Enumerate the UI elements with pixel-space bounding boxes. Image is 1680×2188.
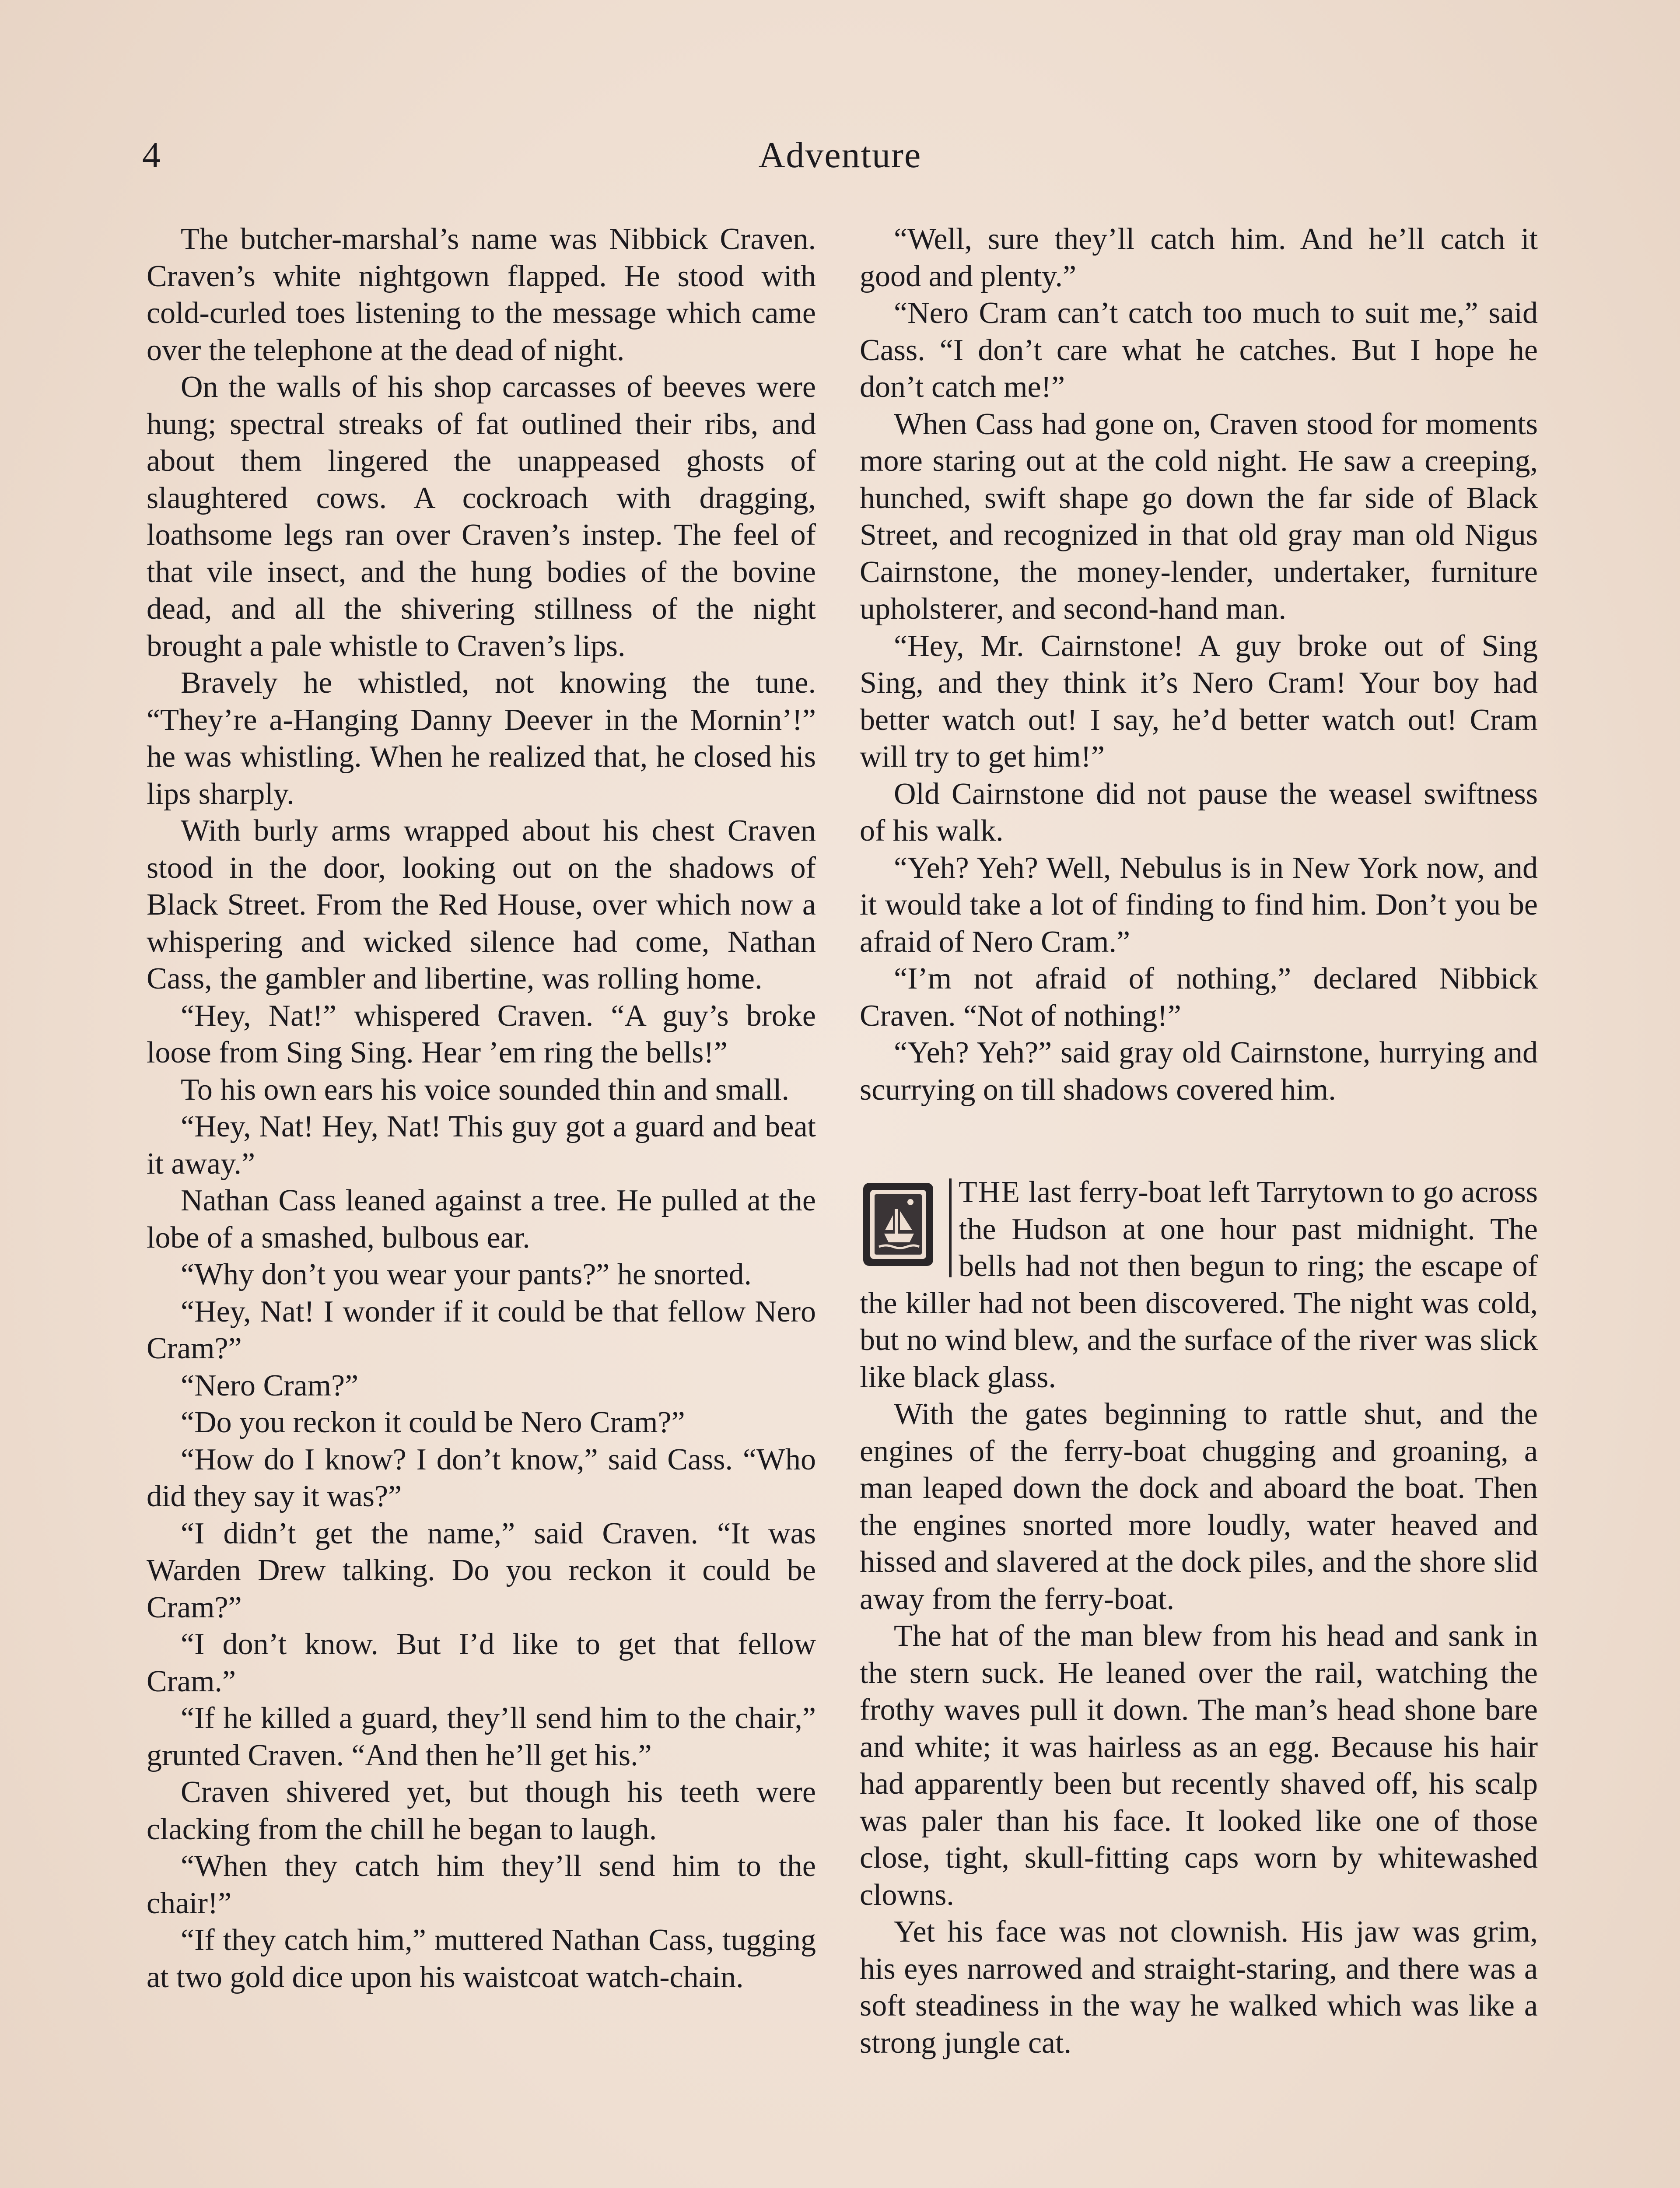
paragraph: The hat of the man blew from his head and sank in the stern suck. He leaned over the rail, watching the frothy waves pull it down. The man’s head shone bare and white; it was hairless as an egg. Because his hair had apparently been but recently shaved off, his scalp was paler than his face. It looked like one of those close, tight, skull-fitting caps worn by whitewashed clowns. <box>860 1619 1538 1912</box>
running-title: Adventure <box>758 135 922 175</box>
paragraph: “Hey, Mr. Cairnstone! A guy broke out of Sing Sing, and they think it’s Nero Cram! Your boy had better watch out! I say, he’d better watch out! Cram will try to get him!” <box>860 629 1538 774</box>
paragraph: When Cass had gone on, Craven stood for moments more staring out at the cold night. He saw a creeping, hunched, swift shape go down the far side of Black Street, and recognized in that old gray man old Nigus Cairnstone, the money-lender, undertaker, furniture upholsterer, and second-hand man. <box>860 407 1538 626</box>
paragraph: “How do I know? I don’t know,” said Cass. “Who did they say it was?” <box>147 1442 816 1513</box>
paragraph: “Hey, Nat!” whispered Craven. “A guy’s broke loose from Sing Sing. Hear ’em ring the bells!” <box>147 999 816 1069</box>
section-break <box>860 1108 1538 1174</box>
section-opening-paragraph <box>860 1174 1538 1396</box>
paragraph: Old Cairnstone did not pause the weasel swiftness of his walk. <box>860 777 1538 848</box>
paragraph: With the gates beginning to rattle shut, and the engines of the ferry-boat chugging and groaning, a man leaped down the dock and aboard the boat. Then the engines snorted more loudly, water heaved and hissed and slavered at the dock piles, and the shore slid away from the ferry-boat. <box>860 1397 1538 1616</box>
page-header <box>142 131 1538 179</box>
paragraph: Nathan Cass leaned against a tree. He pulled at the lobe of a smashed, bulbous ear. <box>147 1184 816 1255</box>
paragraph: “Yeh? Yeh?” said gray old Cairnstone, hurrying and scurrying on till shadows covered him. <box>860 1036 1538 1107</box>
paragraph: To his own ears his voice sounded thin and small. <box>181 1073 790 1107</box>
paragraph: “Hey, Nat! Hey, Nat! This guy got a guard and beat it away.” <box>147 1110 816 1181</box>
paragraph: “Nero Cram can’t catch too much to suit me,” said Cass. “I don’t care what he catches. But I hope he don’t catch me!” <box>860 296 1538 404</box>
paragraph: “Nero Cram?” <box>181 1368 359 1403</box>
paragraph: “Do you reckon it could be Nero Cram?” <box>181 1406 685 1439</box>
paragraph: “Hey, Nat! I wonder if it could be that fellow Nero Cram?” <box>147 1294 816 1365</box>
lead-text: last ferry-boat left Tarrytown to go across the Hudson at one hour past midnight. The bells had not then begun to ring; the escape of the killer had not been discovered. The night was cold, but no wind blew, and the surface of the river was slick like black glass. <box>860 1175 1538 1394</box>
paragraph: “If he killed a guard, they’ll send him to the chair,” grunted Craven. “And then he’ll get his.” <box>147 1701 816 1772</box>
paragraph: “Why don’t you wear your pants?” he snorted. <box>181 1258 752 1291</box>
paragraph: With burly arms wrapped about his chest Craven stood in the door, looking out on the shadows of Black Street. From the Red House, over which now a whispering and wicked silence had come, Nathan Cass, the gambler and libertine, was rolling home. <box>147 814 816 996</box>
paragraph: “Well, sure they’ll catch him. And he’ll catch it good and plenty.” <box>860 222 1538 293</box>
paragraph: “When they catch him they’ll send him to the chair!” <box>147 1849 816 1920</box>
ship-vignette-icon <box>860 1178 952 1277</box>
paragraph: Bravely he whistled, not knowing the tune. “They’re a-Hanging Danny Deever in the Mornin’!” he was whistling. When he realized that, he closed his lips sharply. <box>147 666 816 811</box>
paragraph: Craven shivered yet, but though his teeth were clacking from the chill he began to laugh. <box>147 1775 816 1846</box>
page-number: 4 <box>142 135 161 175</box>
lead-word: THE <box>959 1175 1021 1209</box>
paragraph: “I don’t know. But I’d like to get that fellow Cram.” <box>147 1627 816 1698</box>
right-column <box>860 221 1538 2062</box>
paragraph: Yet his face was not clownish. His jaw was grim, his eyes narrowed and straight-staring, and there was a soft steadiness in the way he walked which was like a strong jungle cat. <box>860 1915 1538 2060</box>
left-column <box>147 221 816 1996</box>
paragraph: “I didn’t get the name,” said Craven. “It was Warden Drew talking. Do you reckon it could be Cram?” <box>147 1516 816 1624</box>
paragraph: The butcher-marshal’s name was Nibbick Craven. Craven’s white nightgown flapped. He stood with cold-curled toes listening to the message which came over the telephone at the dead of night. <box>147 222 816 367</box>
paragraph: “Yeh? Yeh? Well, Nebulus is in New York now, and it would take a lot of finding to find him. Don’t you be afraid of Nero Cram.” <box>860 851 1538 959</box>
paragraph: On the walls of his shop carcasses of beeves were hung; spectral streaks of fat outlined their ribs, and about them lingered the unappeased ghosts of slaughtered cows. A cockroach with dragging, loathsome legs ran over Craven’s instep. The feel of that vile insect, and the hung bodies of the bovine dead, and all the shivering stillness of the night brought a pale whistle to Craven’s lips. <box>147 370 816 663</box>
paragraph: “I’m not afraid of nothing,” declared Nibbick Craven. “Not of nothing!” <box>860 962 1538 1033</box>
paragraph: “If they catch him,” muttered Nathan Cass, tugging at two gold dice upon his waistcoat watch-chain. <box>147 1923 816 1994</box>
